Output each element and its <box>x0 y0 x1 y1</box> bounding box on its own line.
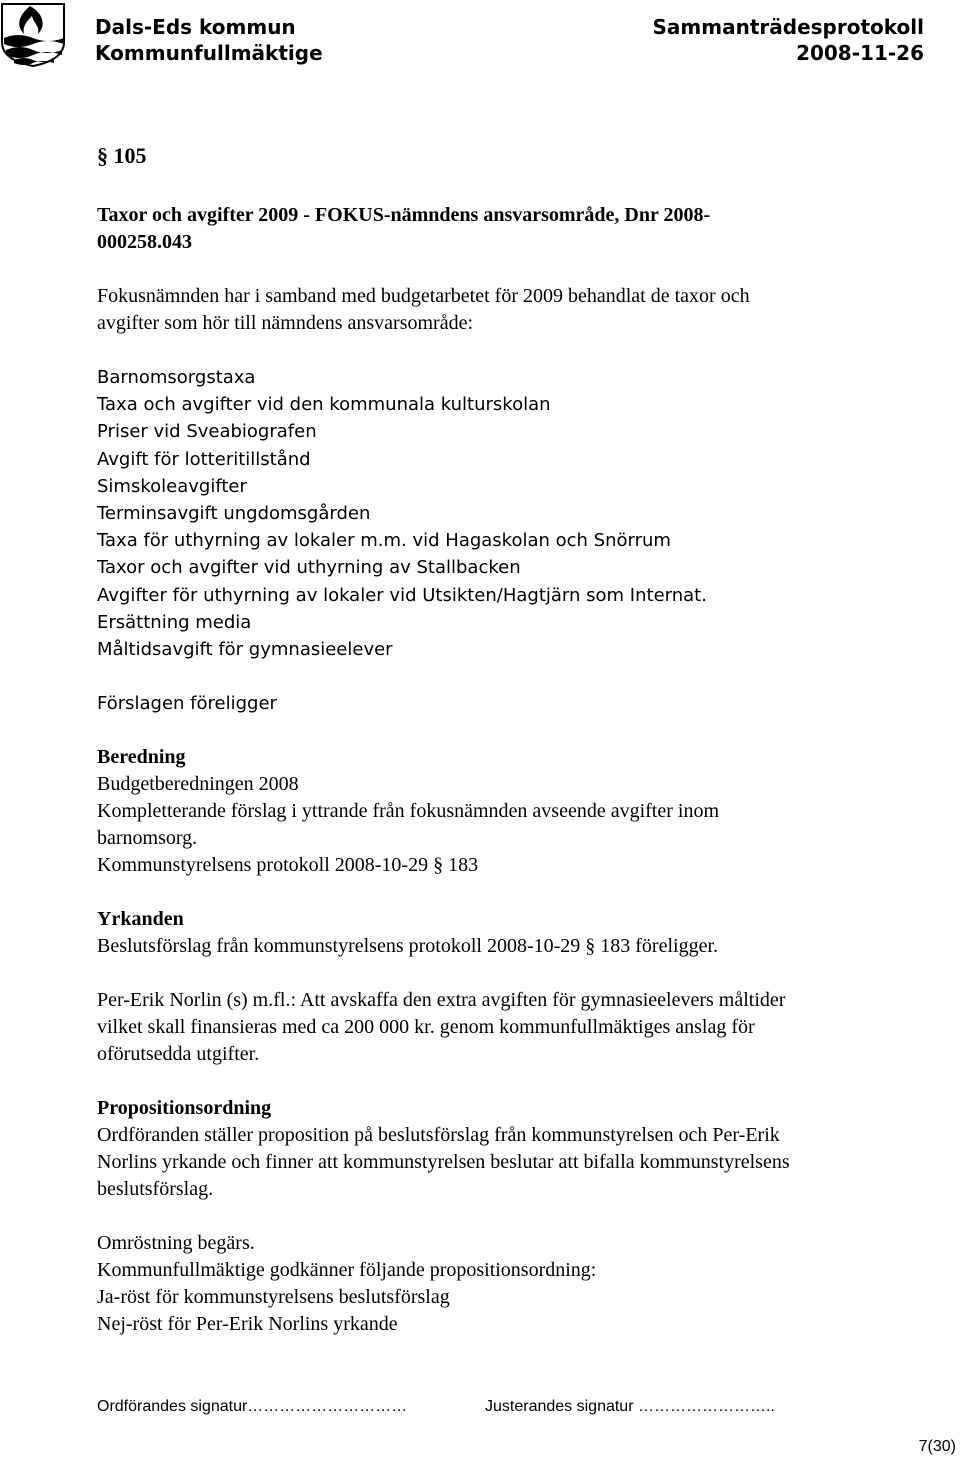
beredning-line: barnomsorg. <box>97 827 198 850</box>
fee-list <box>97 364 897 663</box>
vote-line: Kommunfullmäktige godkänner följande propositionsordning: <box>97 1259 597 1282</box>
adjuster-signature: Justerandes signatur …………………….. <box>485 1398 775 1415</box>
yrkanden-para-line: Per-Erik Norlin (s) m.fl.: Att avskaffa den extra avgiften för gymnasieelevers måltider <box>97 989 786 1012</box>
beredning-line: Kompletterande förslag i yttrande från fokusnämnden avseende avgifter inom <box>97 800 720 823</box>
vote-line: Nej-röst för Per-Erik Norlins yrkande <box>97 1313 398 1336</box>
list-item: Barnomsorgstaxa <box>97 367 256 388</box>
doc-type: Sammanträdesprotokoll <box>652 15 924 39</box>
proposition-para-line: Norlins yrkande och finner att kommunstyrelsen beslutar att bifalla kommunstyrelsens <box>97 1151 790 1174</box>
protocol-body <box>97 142 897 1338</box>
proposals-exist: Förslagen föreligger <box>97 693 277 715</box>
list-item: Priser vid Sveabiografen <box>97 421 317 443</box>
org-name: Dals-Eds kommun <box>95 15 296 39</box>
meeting-date: 2008-11-26 <box>796 41 924 65</box>
body-name: Kommunfullmäktige <box>95 41 323 65</box>
section-title-line2: 000258.043 <box>97 231 192 253</box>
intro-line1: Fokusnämnden har i samband med budgetarbetet för 2009 behandlat de taxor och <box>97 285 750 307</box>
list-item: Avgifter för uthyrning av lokaler vid Utsikten/Hagtjärn som Internat. <box>97 584 707 606</box>
list-item: Terminsavgift ungdomsgården <box>97 503 371 525</box>
list-item: Simskoleavgifter <box>97 475 247 497</box>
yrkanden-line: Beslutsförslag från kommunstyrelsens protokoll 2008-10-29 § 183 föreligger. <box>97 935 719 958</box>
list-item: Taxor och avgifter vid uthyrning av Stallbacken <box>97 557 521 579</box>
beredning-line: Budgetberedningen 2008 <box>97 773 299 796</box>
propositionsordning-heading: Propositionsordning <box>97 1097 272 1120</box>
coat-of-arms-logo <box>0 2 72 68</box>
page-header <box>0 8 960 66</box>
vote-line: Omröstning begärs. <box>97 1232 255 1255</box>
proposition-para-line: Ordföranden ställer proposition på beslutsförslag från kommunstyrelsen och Per-Erik <box>97 1124 780 1147</box>
proposition-para-line: beslutsförslag. <box>97 1178 214 1201</box>
list-item: Taxa och avgifter vid den kommunala kulturskolan <box>97 394 551 416</box>
beredning-heading: Beredning <box>97 746 186 769</box>
chair-signature: Ordförandes signatur………………………… <box>97 1398 408 1415</box>
yrkanden-para-line: oförutsedda utgifter. <box>97 1043 260 1066</box>
intro-line2: avgifter som hör till nämndens ansvarsområde: <box>97 312 474 334</box>
section-number: § 105 <box>97 143 147 168</box>
yrkanden-para-line: vilket skall finansieras med ca 200 000 kr. genom kommunfullmäktiges anslag för <box>97 1016 755 1039</box>
page-number: 7(30) <box>918 1438 956 1455</box>
section-title-line1: Taxor och avgifter 2009 - FOKUS-nämndens ansvarsområde, Dnr 2008- <box>97 204 711 226</box>
list-item: Taxa för uthyrning av lokaler m.m. vid Hagaskolan och Snörrum <box>97 530 671 552</box>
list-item: Ersättning media <box>97 611 252 633</box>
yrkanden-heading: Yrkanden <box>97 908 184 931</box>
vote-line: Ja-röst för kommunstyrelsens beslutsförslag <box>97 1286 450 1309</box>
list-item: Måltidsavgift för gymnasieelever <box>97 639 393 661</box>
list-item: Avgift för lotteritillstånd <box>97 448 311 470</box>
beredning-line: Kommunstyrelsens protokoll 2008-10-29 § 183 <box>97 854 479 877</box>
